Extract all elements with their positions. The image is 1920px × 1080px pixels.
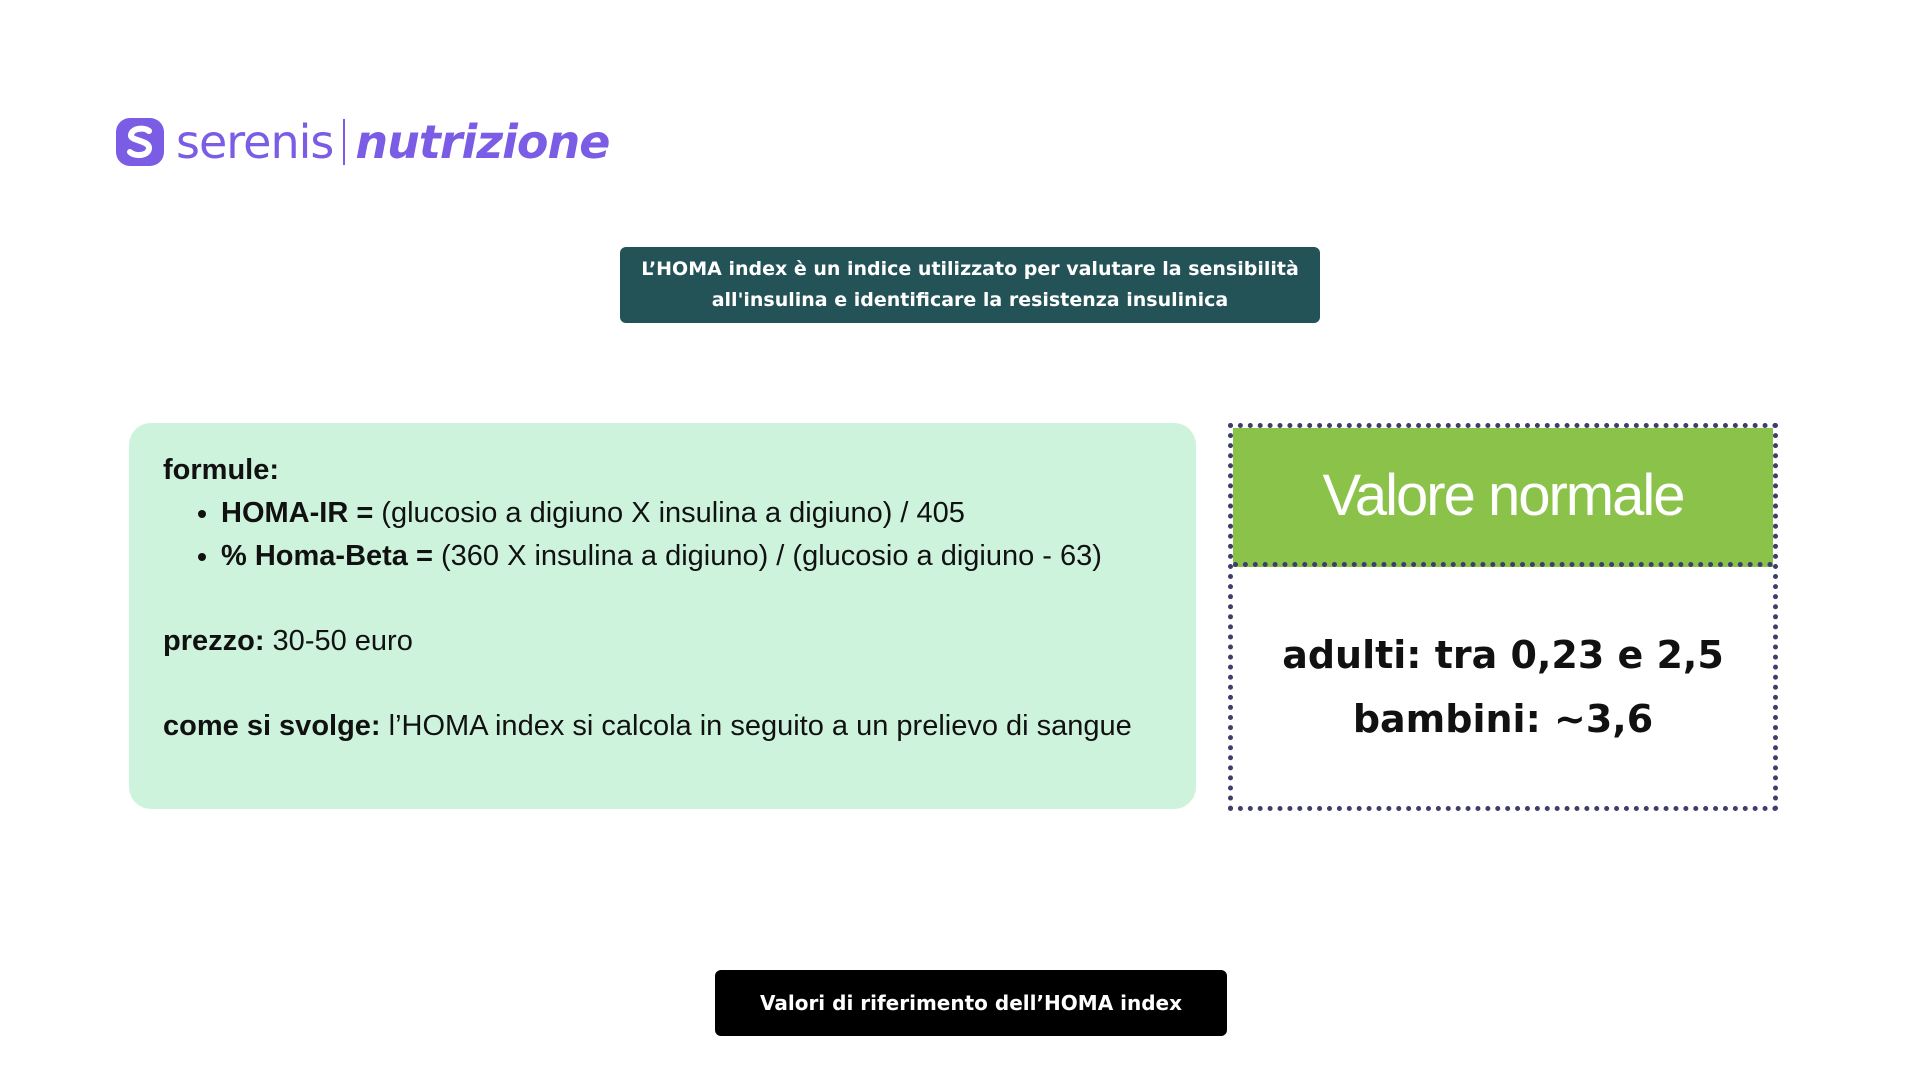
adults-value: adulti: tra 0,23 e 2,5 — [1282, 632, 1724, 677]
formulas-heading — [163, 449, 1162, 492]
intro-line-2: all'insulina e identificare la resistenza insulinica — [711, 289, 1229, 311]
info-panel — [129, 423, 1196, 809]
procedure-value: l’HOMA index si calcola in seguito a un prelievo di sangue — [380, 710, 1132, 742]
procedure-label: come si svolge: — [163, 710, 381, 742]
children-value: bambini: ~3,6 — [1352, 696, 1654, 741]
normal-value-card — [1228, 423, 1778, 811]
formula-expression: (glucosio a digiuno X insulina a digiuno) / 405 — [373, 497, 965, 529]
formula-expression: (360 X insulina a digiuno) / (glucosio a digiuno - 63) — [432, 540, 1102, 572]
formulas-list — [163, 492, 1162, 578]
price-label: prezzo: — [163, 625, 265, 657]
brand-name: serenis — [176, 115, 334, 169]
spacer — [163, 663, 1162, 705]
brand-logo — [116, 112, 609, 172]
brand-product: nutrizione — [355, 115, 610, 169]
serenis-s-logo-icon — [116, 118, 164, 166]
caption-text: Valori di riferimento dell’HOMA index — [759, 991, 1183, 1015]
procedure-row — [163, 705, 1162, 748]
formula-name: % Homa-Beta = — [221, 540, 433, 572]
intro-text — [640, 254, 1300, 316]
spacer — [163, 578, 1162, 620]
intro-line-1: L’HOMA index è un indice utilizzato per valutare la sensibilità — [641, 258, 1299, 280]
formula-homa-beta — [221, 535, 1162, 578]
caption-banner — [715, 970, 1227, 1036]
brand-divider — [343, 119, 345, 165]
normal-value-title: Valore normale — [1233, 428, 1773, 567]
intro-banner — [620, 247, 1320, 323]
formulas-label: formule: — [163, 454, 279, 486]
price-value: 30-50 euro — [264, 625, 413, 657]
formula-name: HOMA-IR = — [221, 497, 374, 529]
price-row — [163, 620, 1162, 663]
formula-homa-ir — [221, 492, 1162, 535]
normal-value-body — [1233, 567, 1773, 806]
